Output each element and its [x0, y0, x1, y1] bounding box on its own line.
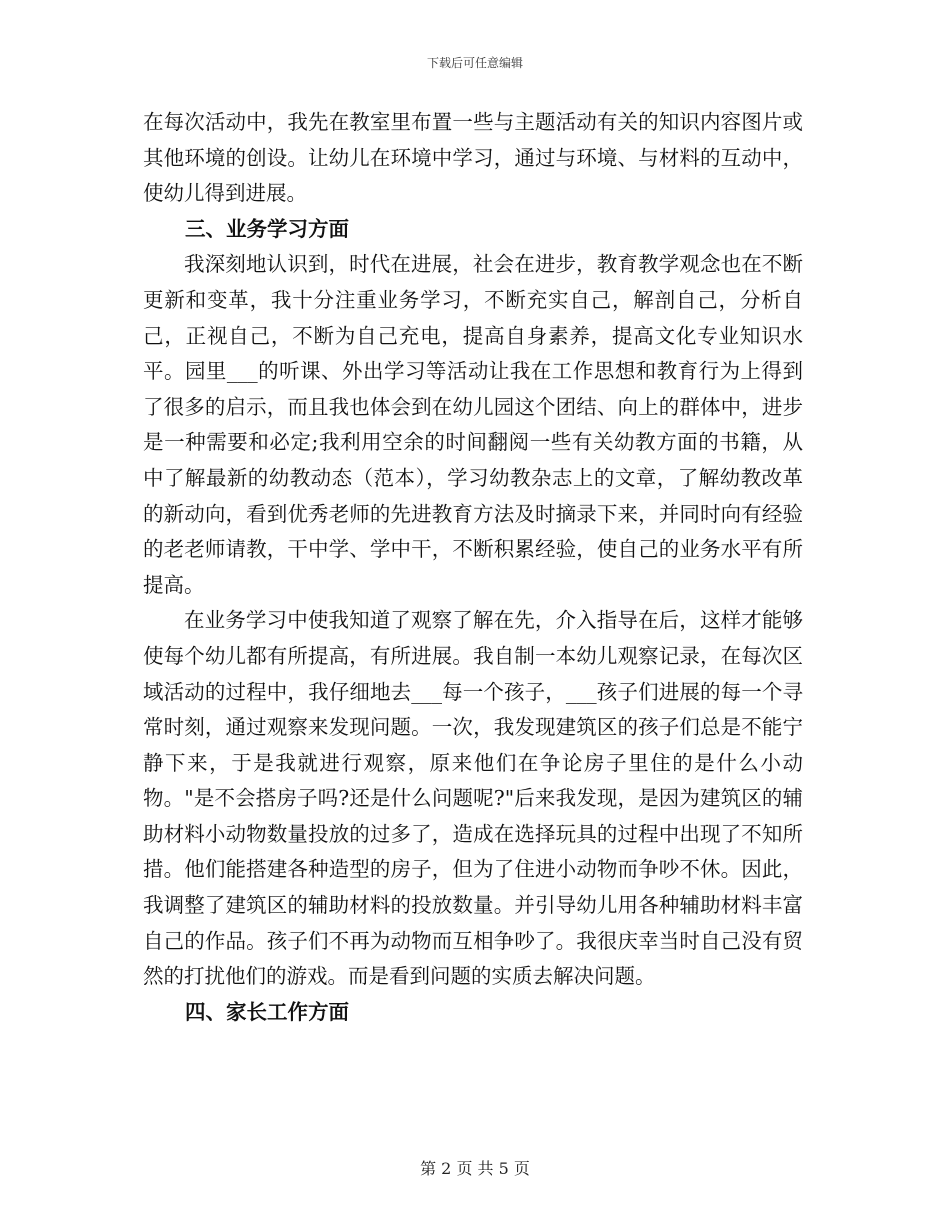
page-header-note: 下载后可任意编辑 — [426, 56, 523, 70]
section-heading-parent-work: 四、家长工作方面 — [185, 999, 349, 1024]
section-heading-business-study: 三、业务学习方面 — [185, 216, 349, 241]
page-number: 第 2 页 共 5 页 — [420, 1159, 530, 1178]
paragraph-business-study-1: 我深刻地认识到，时代在进展，社会在进步，教育教学观念也在不断更新和变革，我十分注重业务学习，不断充实自己，解剖自己，分析自己，正视自己，不断为自己充电，提高自身素养，提高文化专业知识水平。园里___的听课、外出学习等活动让我在工作思想和教育行为上得到了很多的启示，而且我也体会到在幼儿园这个团结、向上的群体中，进步是一种需要和必定;我利用空余的时间翻阅一些有关幼教方面的书籍，从中了解最新的幼教动态（范本），学习幼教杂志上的文章，了解幼教改革的新动向，看到优秀老师的先进教育方法及时摘录下来，并同时向有经验的老老师请教，干中学、学中干，不断积累经验，使自己的业务水平有所提高。 — [143, 252, 803, 597]
document-body — [143, 105, 803, 1030]
paragraph-continued: 在每次活动中，我先在教室里布置一些与主题活动有关的知识内容图片或其他环境的创设。让幼儿在环境中学习，通过与环境、与材料的互动中，使幼儿得到进展。 — [143, 110, 803, 206]
paragraph-business-study-2: 在业务学习中使我知道了观察了解在先，介入指导在后，这样才能够使每个幼儿都有所提高，有所进展。我自制一本幼儿观察记录，在每次区域活动的过程中，我仔细地去___每一个孩子，___孩子们进展的每一个寻常时刻，通过观察来发现问题。一次，我发现建筑区的孩子们总是不能宁静下来，于是我就进行观察，原来他们在争论房子里住的是什么小动物。"是不会搭房子吗?还是什么问题呢?"后来我发现，是因为建筑区的辅助材料小动物数量投放的过多了，造成在选择玩具的过程中出现了不知所措。他们能搭建各种造型的房子，但为了住进小动物而争吵不休。因此，我调整了建筑区的辅助材料的投放数量。并引导幼儿用各种辅助材料丰富自己的作品。孩子们不再为动物而互相争吵了。我很庆幸当时自己没有贸然的打扰他们的游戏。而是看到问题的实质去解决问题。 — [143, 608, 803, 989]
